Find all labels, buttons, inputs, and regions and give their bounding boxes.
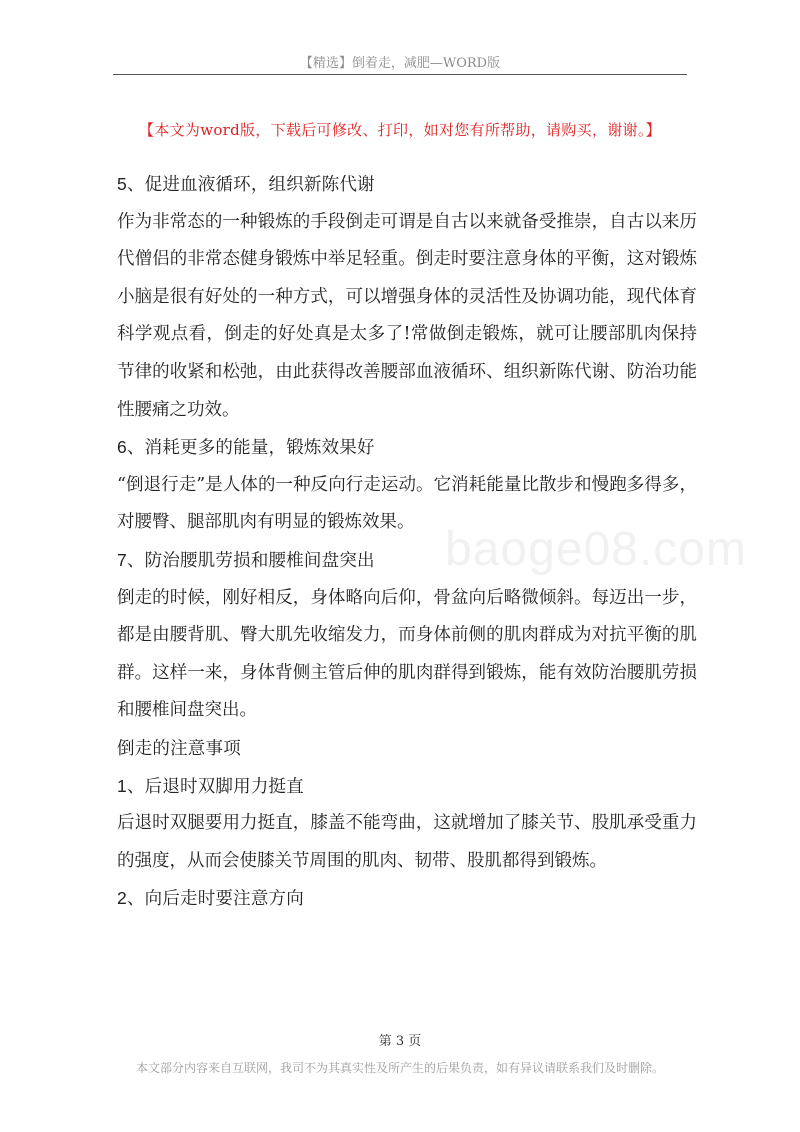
section-6-heading: 6、消耗更多的能量，锻炼效果好 (117, 437, 375, 458)
note-1-paragraph: 后退时双腿要用力挺直，膝盖不能弯曲，这就增加了膝关节、股肌承受重力的强度，从而会使膝关节周围的肌肉、韧带、股肌都得到锻炼。 (117, 813, 697, 871)
footer-disclaimer: 本文部分内容来自互联网，我司不为其真实性及所产生的后果负责，如有异议请联系我们及时删除。 (135, 1061, 664, 1075)
section-7-paragraph: 倒走的时候，刚好相反，身体略向后仰，骨盆向后略微倾斜。每迈出一步，都是由腰背肌、臀大肌先收缩发力，而身体前侧的肌肉群成为对抗平衡的肌群。这样一来，身体背侧主管后伸的肌肉群得到锻炼，能有效防治腰肌劳损和腰椎间盘突出。 (117, 587, 697, 721)
purchase-notice: 【本文为word版，下载后可修改、打印，如对您有所帮助，请购买，谢谢。】 (139, 121, 661, 139)
note-2-heading: 2、向后走时要注意方向 (117, 888, 304, 909)
section-5-heading: 5、促进血液循环，组织新陈代谢 (117, 174, 375, 194)
header-divider (113, 74, 687, 75)
section-5-paragraph: 作为非常态的一种锻炼的手段倒走可谓是自古以来就备受推崇，自古以来历代僧侣的非常态健身锻炼中举足轻重。倒走时要注意身体的平衡，这对锻炼小脑是很有好处的一种方式，可以增强身体的灵活性及协调功能，现代体育科学观点看，倒走的好处真是太多了!常做倒走锻炼，就可让腰部肌肉保持节律的收紧和松弛，由此获得改善腰部血液循环、组织新陈代谢、防治功能性腰痛之功效。 (117, 211, 697, 420)
document-body (117, 166, 697, 918)
section-7-heading: 7、防治腰肌劳损和腰椎间盘突出 (117, 549, 375, 570)
document-header: 【精选】倒着走，减肥—WORD版 (299, 56, 501, 71)
page-number: 第 3 页 (378, 1034, 422, 1049)
watermark: baoge08.com (445, 523, 747, 576)
section-6-paragraph: “倒退行走”是人体的一种反向行走运动。它消耗能量比散步和慢跑多得多，对腰臀、腿部肌肉有明显的锻炼效果。 (117, 474, 697, 533)
note-1-heading: 1、后退时双脚用力挺直 (117, 775, 304, 796)
notes-heading: 倒走的注意事项 (117, 737, 241, 758)
